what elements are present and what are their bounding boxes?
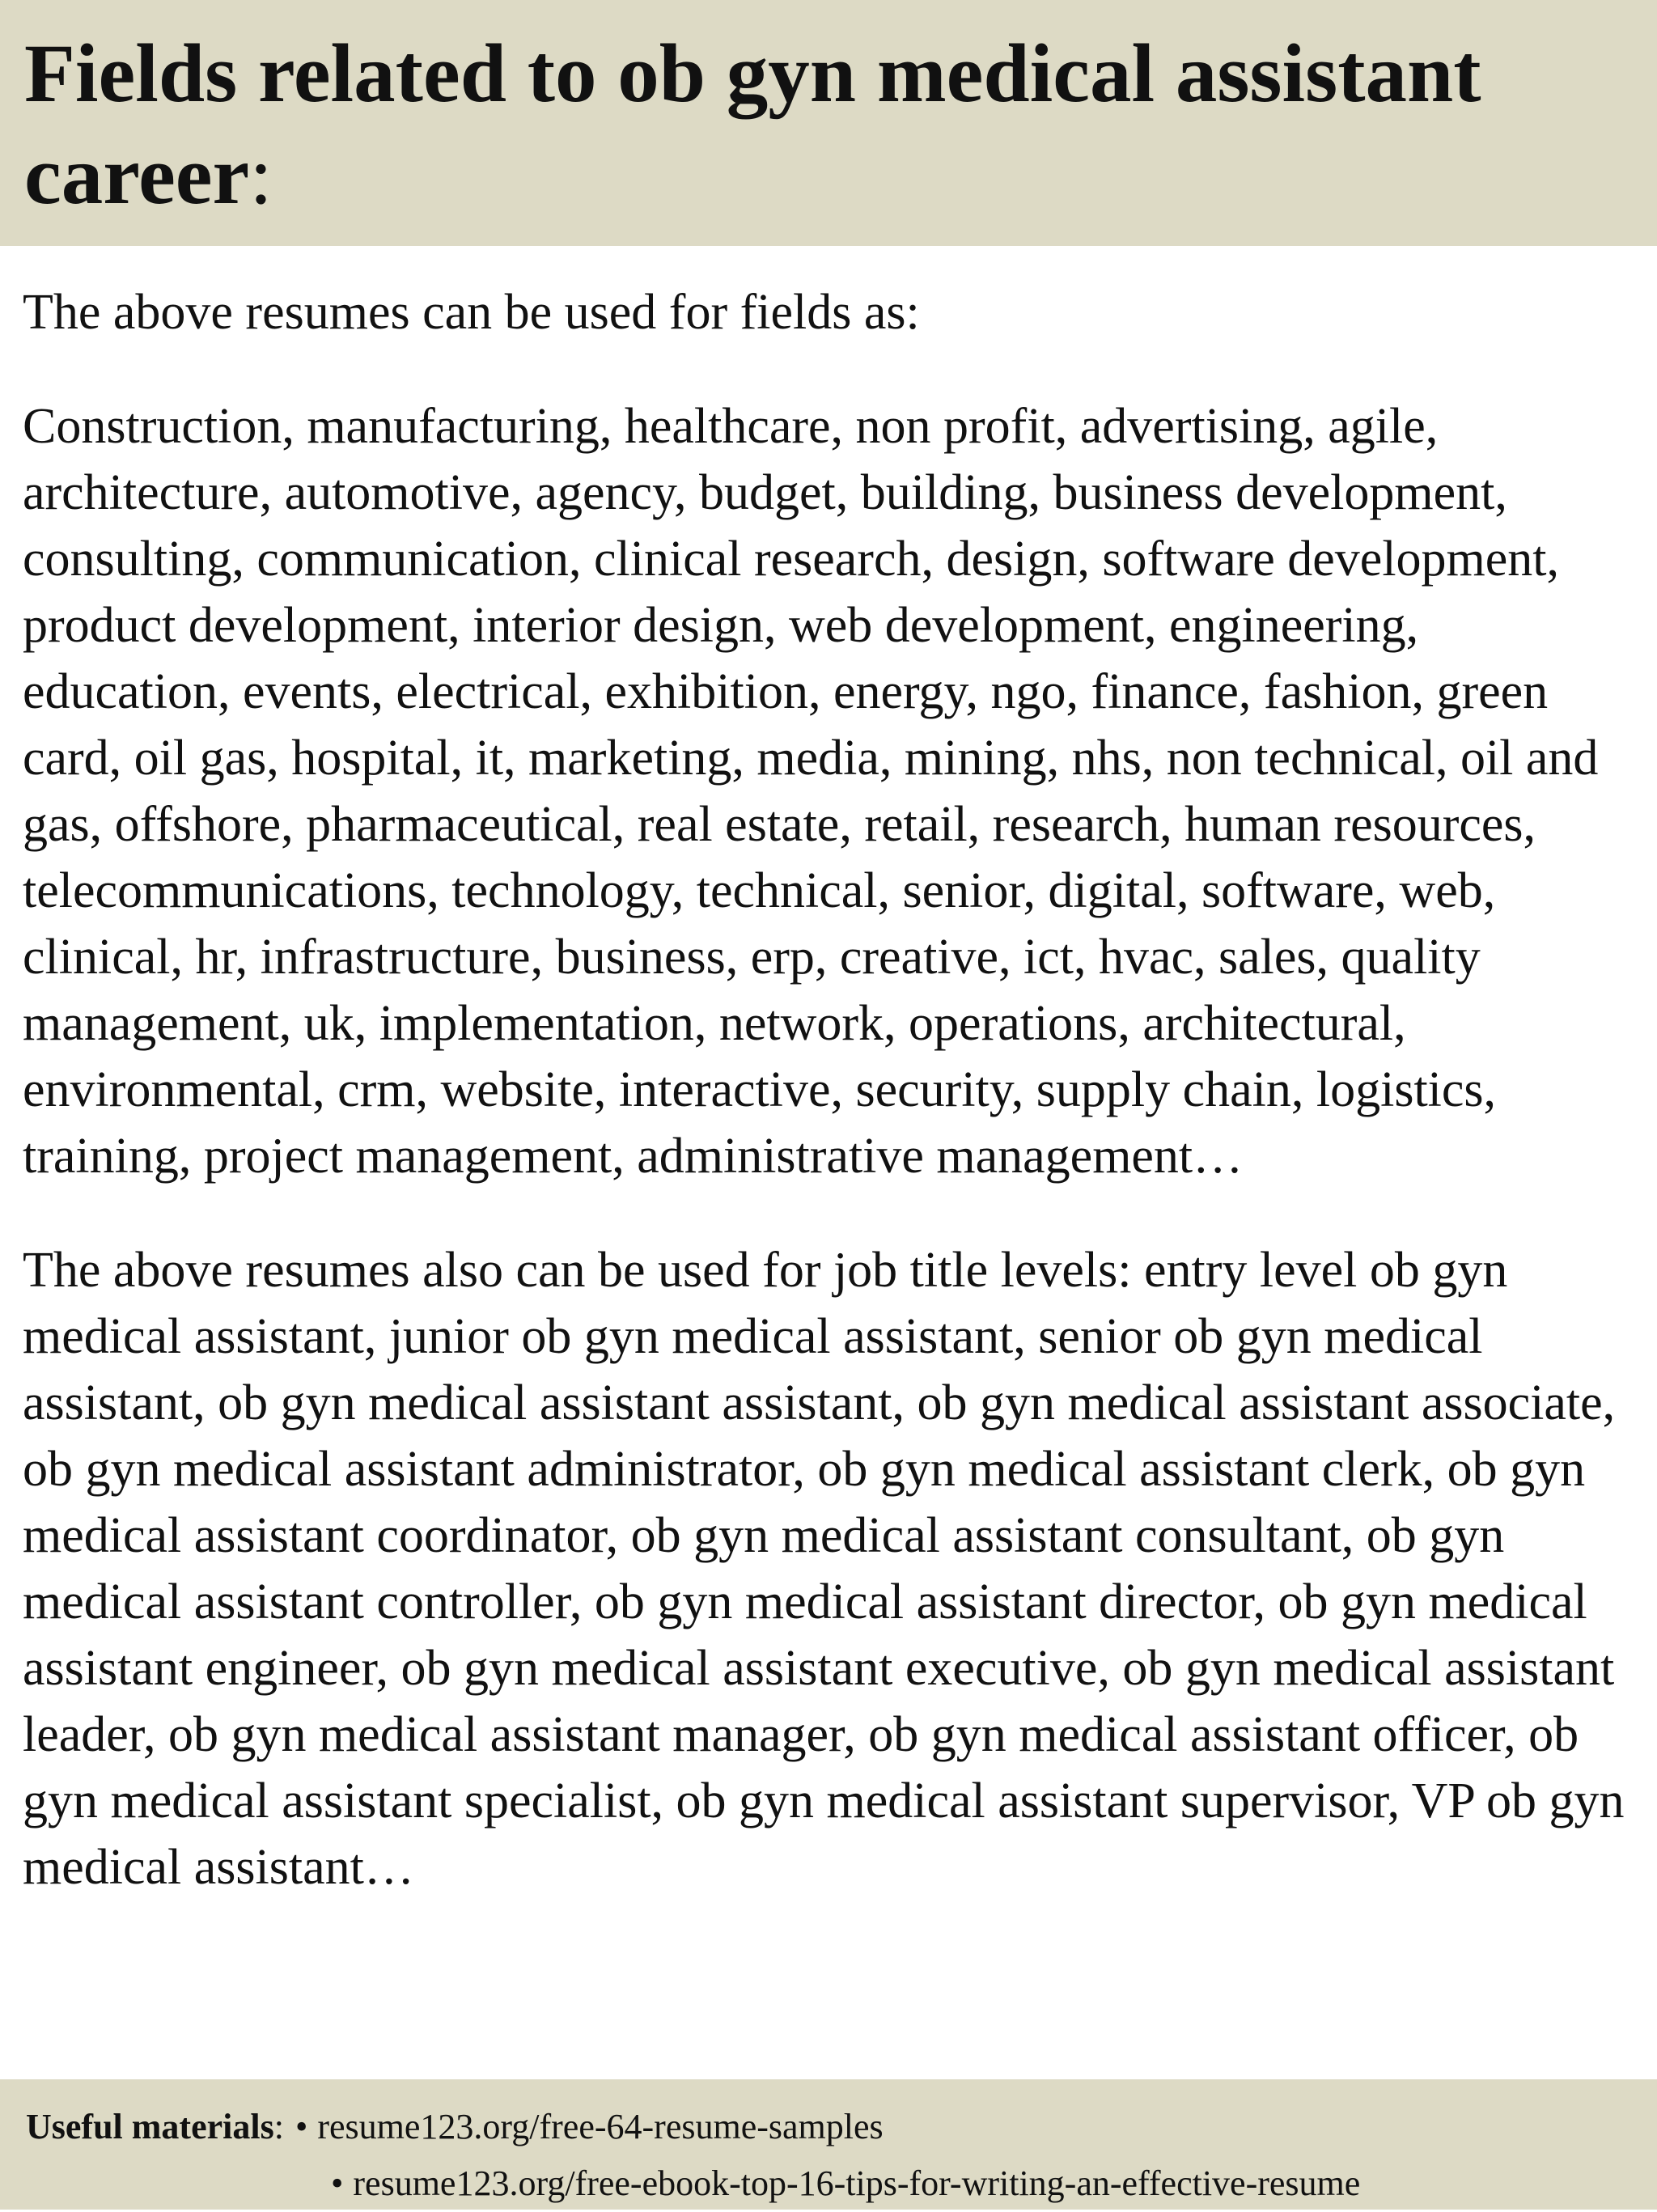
main-content [23, 279, 1637, 1901]
page-title-colon: : [249, 129, 273, 222]
header-banner [0, 0, 1657, 246]
footer-row-1 [26, 2099, 1633, 2155]
fields-list: Construction, manufacturing, healthcare, non profit, advertising, agile, architecture, automotive, agency, budget, building, business development, consulting, communication, clinical research, design, software development, product development, interior design, web development, engineering, education, events, electrical, exhibition, energy, ngo, finance, fashion, green card, oil gas, hospital, it, marketing, media, mining, nhs, non technical, oil and gas, offshore, pharmaceutical, real estate, retail, research, human resources, telecommunications, technology, technical, senior, digital, software, web, clinical, hr, infrastructure, business, erp, creative, ict, hvac, sales, quality management, uk, implementation, network, operations, architectural, environmental, crm, website, interactive, security, supply chain, logistics, training, project management, administrative management… [23, 399, 1599, 1184]
material-link-2[interactable]: resume123.org/free-ebook-top-16-tips-for-writing-an-effective-resume [353, 2163, 1361, 2203]
job-levels-text: The above resumes also can be used for job title levels: entry level ob gyn medical assistant, junior ob gyn medical assistant, senior ob gyn medical assistant, ob gyn medical assistant assistant, ob gyn medical assistant associate, ob gyn medical assistant administrator, ob gyn medical assistant clerk, ob gyn medical assistant coordinator, ob gyn medical assistant consultant, ob gyn medical assistant controller, ob gyn medical assistant director, ob gyn medical assistant engineer, ob gyn medical assistant executive, ob gyn medical assistant leader, ob gyn medical assistant manager, ob gyn medical assistant officer, ob gyn medical assistant specialist, ob gyn medical assistant supervisor, VP ob gyn medical assistant… [23, 1243, 1625, 1895]
bullet-icon: • [331, 2163, 344, 2203]
useful-materials-label: Useful materials [26, 2107, 274, 2146]
page-title-text: Fields related to ob gyn medical assistant career [24, 28, 1481, 222]
page-title [24, 23, 1633, 227]
bullet-icon: • [295, 2107, 308, 2146]
footer-row-2 [26, 2155, 1633, 2212]
footer-materials [0, 2079, 1657, 2210]
intro-text: The above resumes can be used for fields as: [23, 285, 920, 340]
material-link-1[interactable]: resume123.org/free-64-resume-samples [317, 2107, 884, 2146]
useful-materials-colon: : [273, 2107, 284, 2146]
